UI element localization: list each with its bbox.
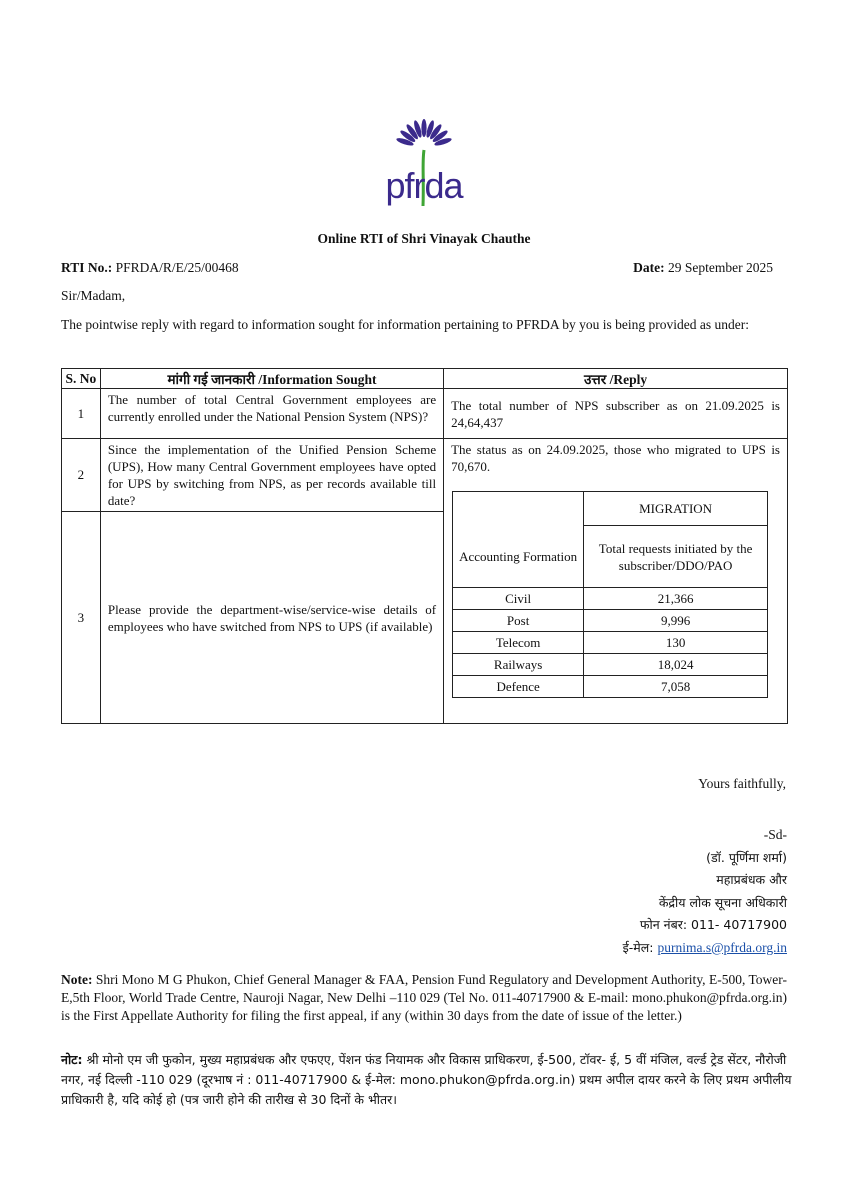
row-info — [100, 512, 443, 724]
migration-row — [453, 588, 768, 610]
migration-count: 7,058 — [584, 676, 768, 698]
signatory-designation: महाप्रबंधक और — [716, 872, 787, 887]
intro-paragraph: The pointwise reply with regard to information sought for information pertaining to PFRDA by you is being provided as under: — [61, 317, 750, 332]
note-english — [61, 971, 787, 1025]
migration-col-header-row — [453, 526, 768, 588]
header-sno: S. No — [62, 369, 101, 389]
note-label: Note: — [61, 972, 93, 987]
table-row — [62, 439, 788, 512]
table-header-row — [62, 369, 788, 389]
letter-date — [633, 260, 773, 276]
signature-block — [623, 824, 787, 959]
row-info-text: Since the implementation of the Unified Pension Scheme (UPS), How many Central Government employees have opted for UPS by switching from NPS, as per records available till date? — [107, 442, 437, 508]
row-info-text: Please provide the department-wise/service-wise details of employees who have switched from NPS to UPS (if available) — [107, 601, 437, 634]
row-sno: 3 — [62, 512, 101, 724]
migration-row — [453, 610, 768, 632]
row-reply — [444, 389, 788, 439]
migration-blank-cell — [453, 492, 584, 526]
date-value: 29 September 2025 — [668, 260, 773, 275]
signoff: Yours faithfully, — [698, 776, 786, 791]
row-reply-text: The total number of NPS subscriber as on 21.09.2025 is 24,64,437 — [451, 397, 780, 430]
date-label: Date: — [633, 260, 665, 275]
email-label: ई-मेल: — [622, 939, 654, 955]
migration-formation: Railways — [453, 654, 584, 676]
migration-formation: Defence — [453, 676, 584, 698]
row-reply-merged — [444, 439, 788, 724]
migration-formation: Civil — [453, 588, 584, 610]
rti-label: RTI No.: — [61, 260, 113, 275]
pfrda-logo — [368, 118, 480, 220]
migration-row — [453, 676, 768, 698]
row-info-text: The number of total Central Government employees are currently enrolled under the National Pension System (NPS)? — [107, 392, 437, 424]
migration-row — [453, 654, 768, 676]
page-title: Online RTI of Shri Vinayak Chauthe — [317, 231, 531, 246]
row-info — [100, 389, 443, 439]
note-hindi-text: श्री मोनो एम जी फुकोन, मुख्य महाप्रबंधक और एफएए, पेंशन फंड नियामक और विकास प्राधिकरण, ई-500, टॉवर- ई, 5 वीं मंजिल, वर्ल्ड ट्रेड सेंटर, नौरोजी नगर, नई दिल्ली -110 029 (दूरभाष नं : 011-40717900 & ई-मेल: mono.phukon@pfrda.org.in) प्रथम अपील दायर करने के लिए प्रथम अपीलीय प्राधिकारी है, यदि कोई हो (पत्र जारी होने की तारीख से 30 दिनों के भीतर। — [61, 1052, 792, 1107]
rti-value: PFRDA/R/E/25/00468 — [115, 260, 239, 275]
email-link[interactable]: purnima.s@pfrda.org.in — [657, 939, 787, 955]
migration-row — [453, 632, 768, 654]
signatory-designation: केंद्रीय लोक सूचना अधिकारी — [658, 894, 787, 910]
migration-formation: Post — [453, 610, 584, 632]
note-hindi-label: नोट: — [61, 1052, 83, 1067]
table-row — [62, 389, 788, 439]
migration-table — [452, 491, 768, 698]
migration-col1: Accounting Formation — [453, 526, 584, 588]
note-hindi — [61, 1050, 796, 1110]
reply-table — [61, 368, 788, 724]
migration-col2: Total requests initiated by the subscriber/DDO/PAO — [584, 526, 768, 588]
rti-number — [61, 260, 239, 276]
salutation: Sir/Madam, — [61, 288, 126, 303]
signatory-email-line — [623, 937, 787, 960]
signatory-name: (डॉ. पूर्णिमा शर्मा) — [706, 849, 787, 865]
signatory-phone: फोन नंबर: 011- 40717900 — [639, 917, 787, 932]
migration-count: 9,996 — [584, 610, 768, 632]
header-info: मांगी गई जानकारी /Information Sought — [100, 369, 443, 389]
migration-heading-row — [453, 492, 768, 526]
note-text: Shri Mono M G Phukon, Chief General Manager & FAA, Pension Fund Regulatory and Development Authority, E-500, Tower- E,5th Floor, World Trade Centre, Nauroji Nagar, New Delhi –110 029 (Tel No. 011-40717900 & E-mail: mono.phukon@pfrda.org.in) is the First Appellate Authority for filing the first appeal, if any (within 30 days from the date of issue of the letter.) — [61, 972, 787, 1023]
migration-count: 18,024 — [584, 654, 768, 676]
logo-flower-icon — [396, 119, 453, 147]
migration-count: 21,366 — [584, 588, 768, 610]
row-reply-text: The status as on 24.09.2025, those who migrated to UPS is 70,670. — [451, 442, 780, 474]
row-info — [100, 439, 443, 512]
migration-formation: Telecom — [453, 632, 584, 654]
header-reply: उत्तर /Reply — [444, 369, 788, 389]
migration-count: 130 — [584, 632, 768, 654]
signature-sd: -Sd- — [763, 827, 787, 842]
migration-heading: MIGRATION — [584, 492, 768, 526]
row-sno: 2 — [62, 439, 101, 512]
row-sno: 1 — [62, 389, 101, 439]
logo-text: pfrda — [385, 165, 463, 206]
